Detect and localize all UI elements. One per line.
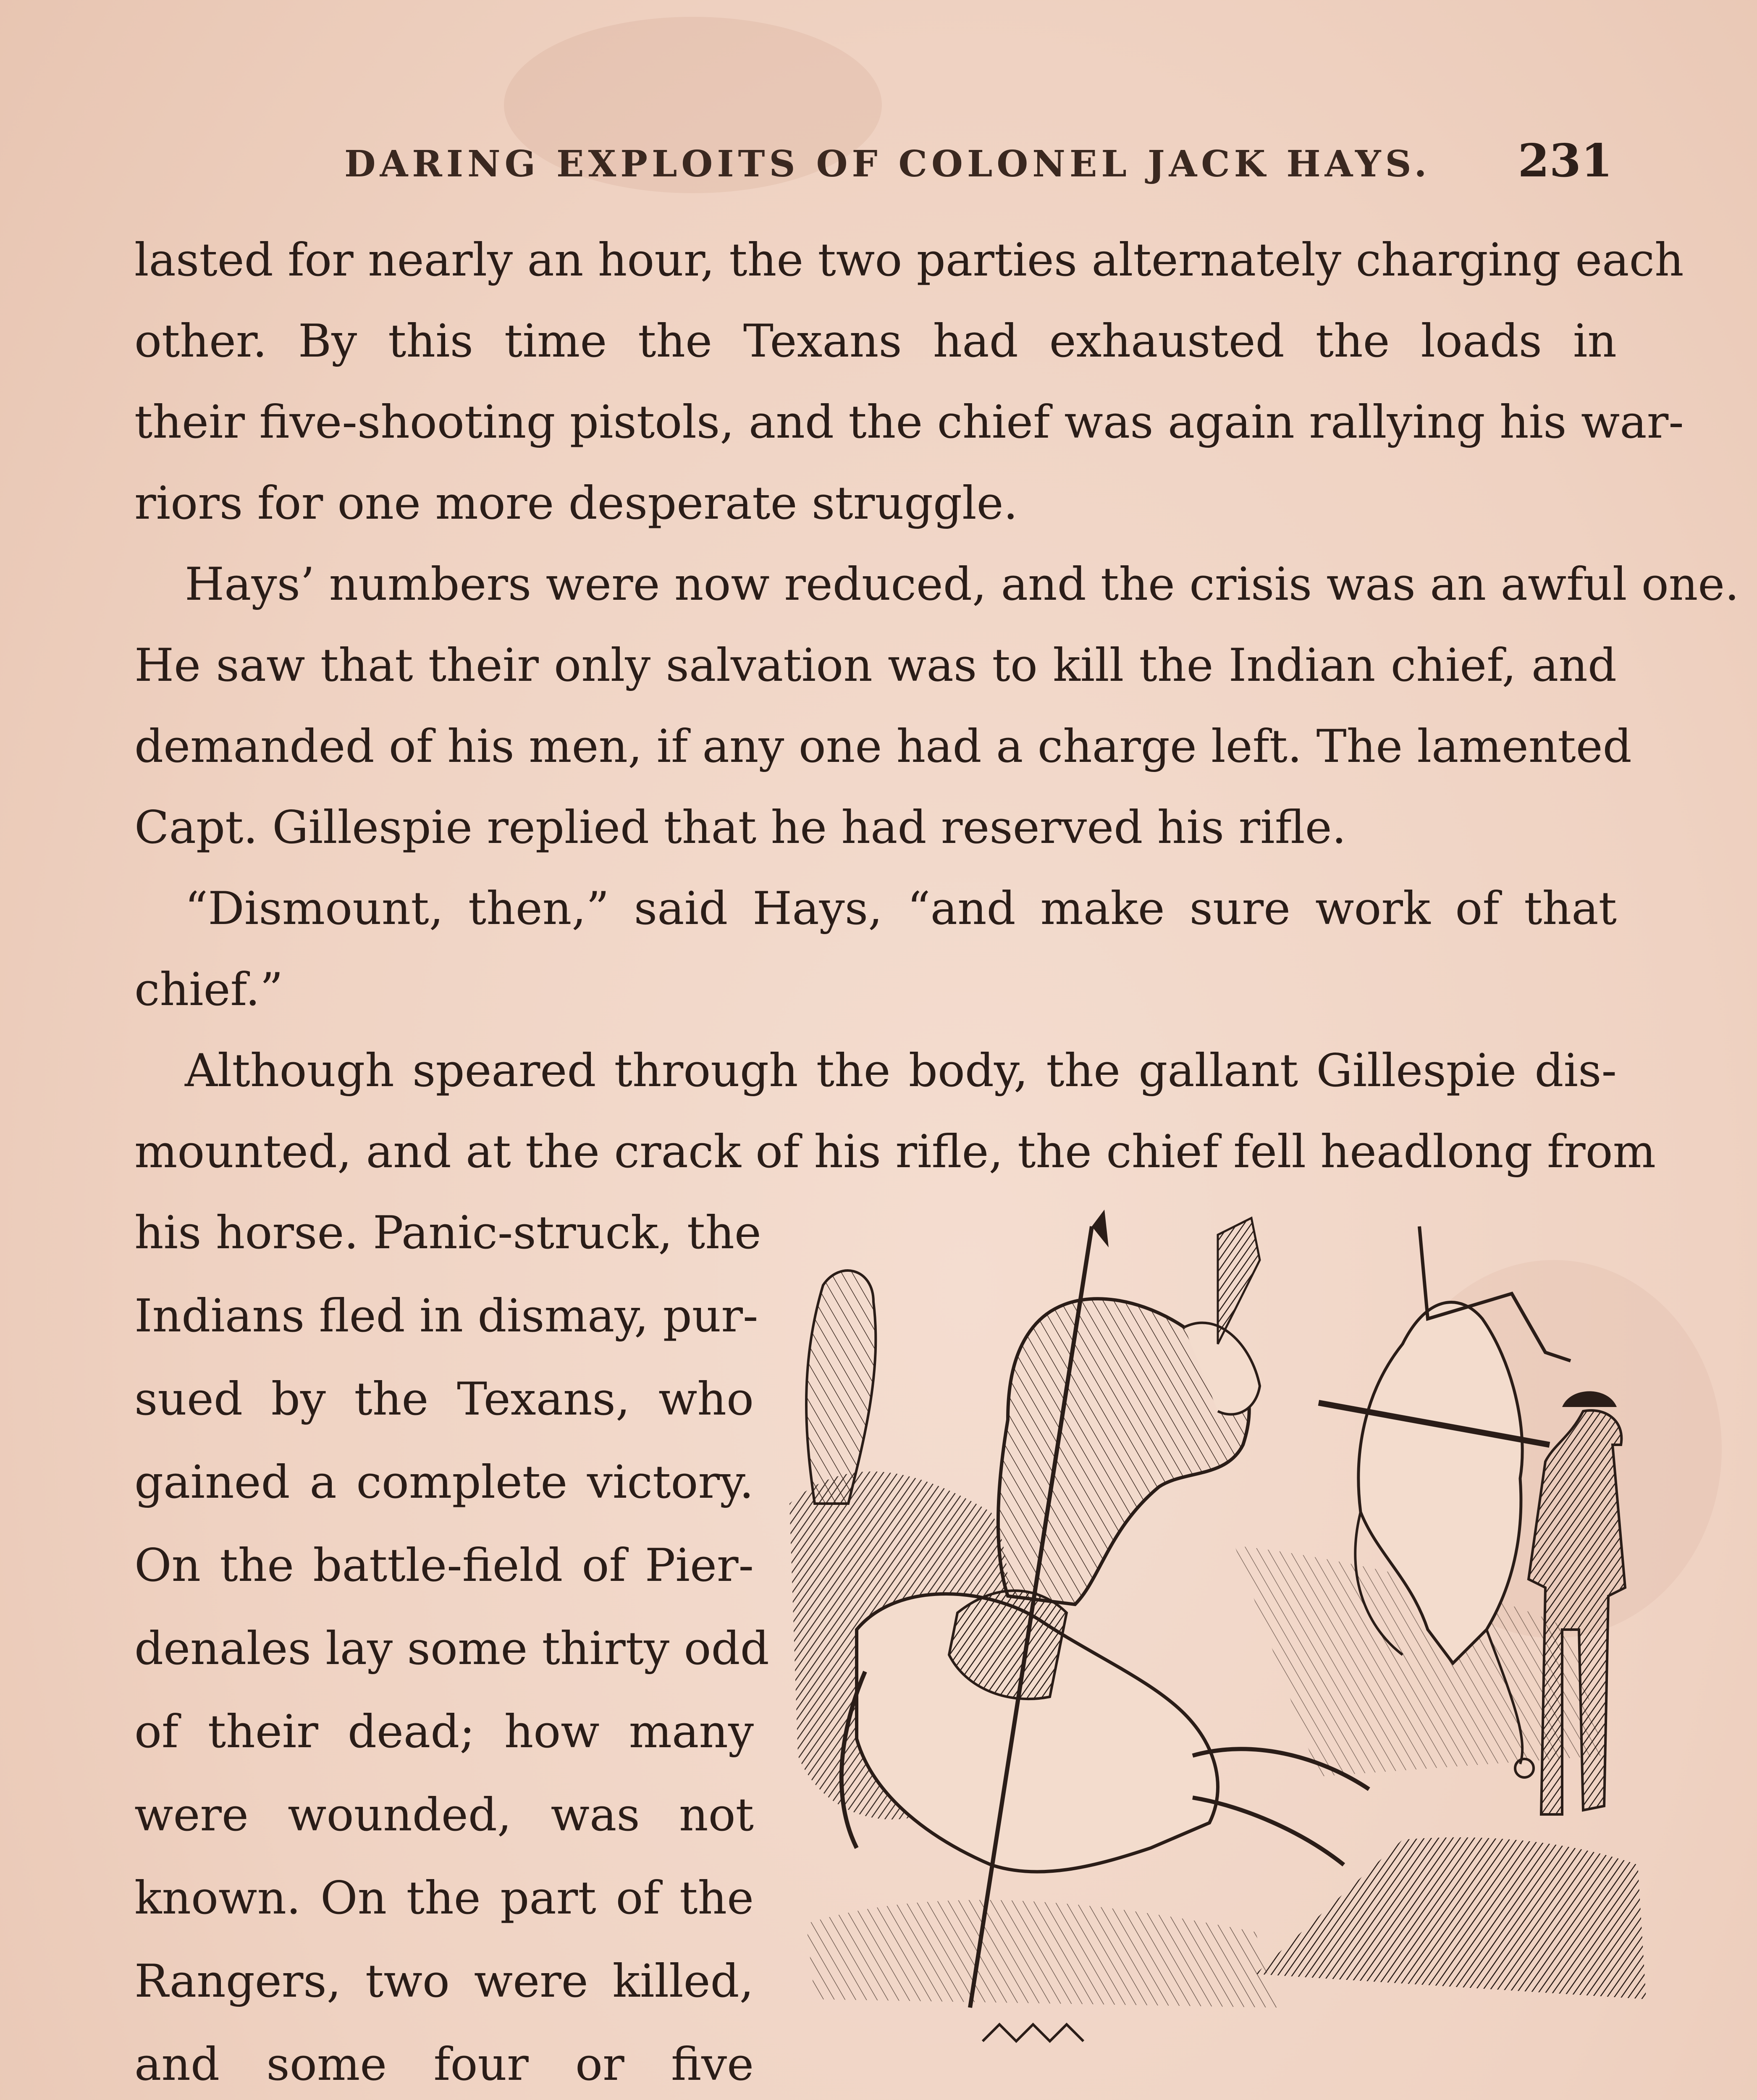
text-line: were wounded, was not xyxy=(134,1789,754,1841)
text-line: On the battle-field of Pier- xyxy=(134,1539,754,1592)
text-line: and some four or five xyxy=(134,2038,754,2091)
text-line: He saw that their only salvation was to kill the Indian chief, and xyxy=(134,639,1617,692)
text-line: other. By this time the Texans had exhausted the loads in xyxy=(134,315,1617,368)
page-header xyxy=(134,134,1613,193)
illustration xyxy=(773,1210,1655,2066)
text-line: “Dismount, then,” said Hays, “and make sure work of that xyxy=(185,882,1617,935)
text-line: riors for one more desperate struggle. xyxy=(134,477,1018,530)
page-number: 231 xyxy=(1518,134,1613,187)
text-line: known. On the part of the xyxy=(134,1872,754,1924)
text-line: demanded of his men, if any one had a charge left. The lamented xyxy=(134,720,1632,773)
text-line: of their dead; how many xyxy=(134,1706,754,1758)
text-line: Rangers, two were killed, xyxy=(134,1955,754,2008)
text-line: mounted, and at the crack of his rifle, the chief fell headlong from xyxy=(134,1126,1656,1178)
text-line: Indians fled in dismay, pur- xyxy=(134,1290,758,1342)
text-line: their five-shooting pistols, and the chief was again rallying his war- xyxy=(134,396,1684,449)
text-line: his horse. Panic-struck, the xyxy=(134,1207,761,1259)
text-line: gained a complete victory. xyxy=(134,1456,754,1509)
text-line: lasted for nearly an hour, the two parties alternately charging each xyxy=(134,234,1684,286)
text-line: sued by the Texans, who xyxy=(134,1373,754,1425)
text-line: chief.” xyxy=(134,963,283,1016)
text-line: Capt. Gillespie replied that he had reserved his rifle. xyxy=(134,801,1346,854)
text-line: Hays’ numbers were now reduced, and the crisis was an awful one. xyxy=(185,558,1739,611)
text-line: Although speared through the body, the gallant Gillespie dis- xyxy=(185,1045,1617,1097)
running-head: DARING EXPLOITS OF COLONEL JACK HAYS. xyxy=(344,143,1431,185)
text-line: denales lay some thirty odd xyxy=(134,1622,769,1675)
